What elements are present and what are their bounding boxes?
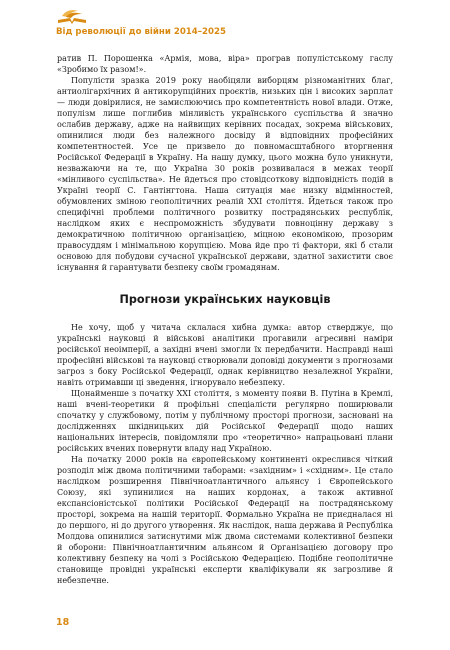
paragraph: Щонайменше з початку XXI століття, з моменту появи В. Путіна в Кремлі, наші вчені-теоретики й профільні спеціалісти регулярно поширювали спочатку у службовому, потім у публічному просторі прогнози, засновані на дослідженнях шкідницьких дій Російської Федерації щодо наших національних інтересів, повідомляли про «теоретично» напрацьовані плани російських вчених повернути владу над Україною. xyxy=(57,389,393,453)
book-flame-icon xyxy=(56,6,88,26)
section-heading: Прогнози українських науковців xyxy=(119,293,331,306)
paragraph: На початку 2000 років на європейському континенті окреслився чіткий розподіл між двома політичними таборами: «західним» і «східним». Це стало наслідком розширення Північноатлантичного альянсу і Європейського Союзу, які зупинилися на наших кордонах, а також активної експансіоністської політики Російської Федерації на пострадянському просторі, зокрема на нашій території. Формально Україна не приєдналася ні до першого, ні до другого утворення. Як наслідок, наша держава й Республіка Молдова опинилися затиснутими між двома системами колективної безпеки й оборони: Північноатлантичним альянсом й Організацією договору про колективну безпеку на чолі з Російською Федерацією. Подібне геополітичне становище провідні українські експерти кваліфікували як загрозливе й небезпечне. xyxy=(57,455,393,585)
page-header xyxy=(0,0,450,40)
paragraph: Не хочу, щоб у читача склалася хибна думка: автор стверджує, що українські науковці й військові аналітики прогавили агресивні наміри російської неоімперії, а західні вчені змогли їх передбачити. Насправді наші професійні військові та науковці створювали доповіді документи з прогнозами загроз з боку Російської Федерації, однак керівництво незалежної України, навіть отримавши ці зведення, ігнорувало небезпеку. xyxy=(57,323,393,387)
page-number: 18 xyxy=(56,617,70,628)
paragraph: ратив П. Порошенка «Армія, мова, віра» програв популістському гаслу «Зробимо їх разом!». xyxy=(57,54,393,74)
body-text-bottom xyxy=(57,322,393,586)
running-title: Від революції до війни 2014–2025 xyxy=(56,27,226,37)
paragraph: Популісти зразка 2019 року наобіцяли виборцям різноманітних благ, антиолігархічних й антикорупційних проєктів, низьких цін і високих зарплат — люди довірилися, не замислюючись про компетентність нової влади. Отже, популізм лише поглибив мінливість українського суспільства й значно ослабив державу, адже на найвищих керівних посадах, зокрема військових, опинилися люди без належного досвіду й відповідних професійних компетентностей. Усе це призвело до повномасштабного вторгнення Російської Федерації в Україну. На нашу думку, цього можна було уникнути, незважаючи на те, що Україна 30 років розвивалася в межах теорії «мінливого суспільства». Не йдеться про стовідсоткову відповідність подій в Україні теорії С. Гантінгтона. Наша ситуація має низку відмінностей, обумовлених зміною геополітичних реалій XXI століття. Йдеться також про специфічні проблеми політичного розвитку пострадянських республік, наслідком яких є неспроможність збудувати повноцінну державу з демократичною політичною організацією, міцною економікою, прозорим правосуддям і мінімальною корупцією. Мова йде про ті фактори, які б стали основою для побудови сучасної української держави, здатної захистити своє існування й гарантувати безпеку своїм громадянам. xyxy=(57,76,393,272)
body-text-top xyxy=(57,53,393,273)
